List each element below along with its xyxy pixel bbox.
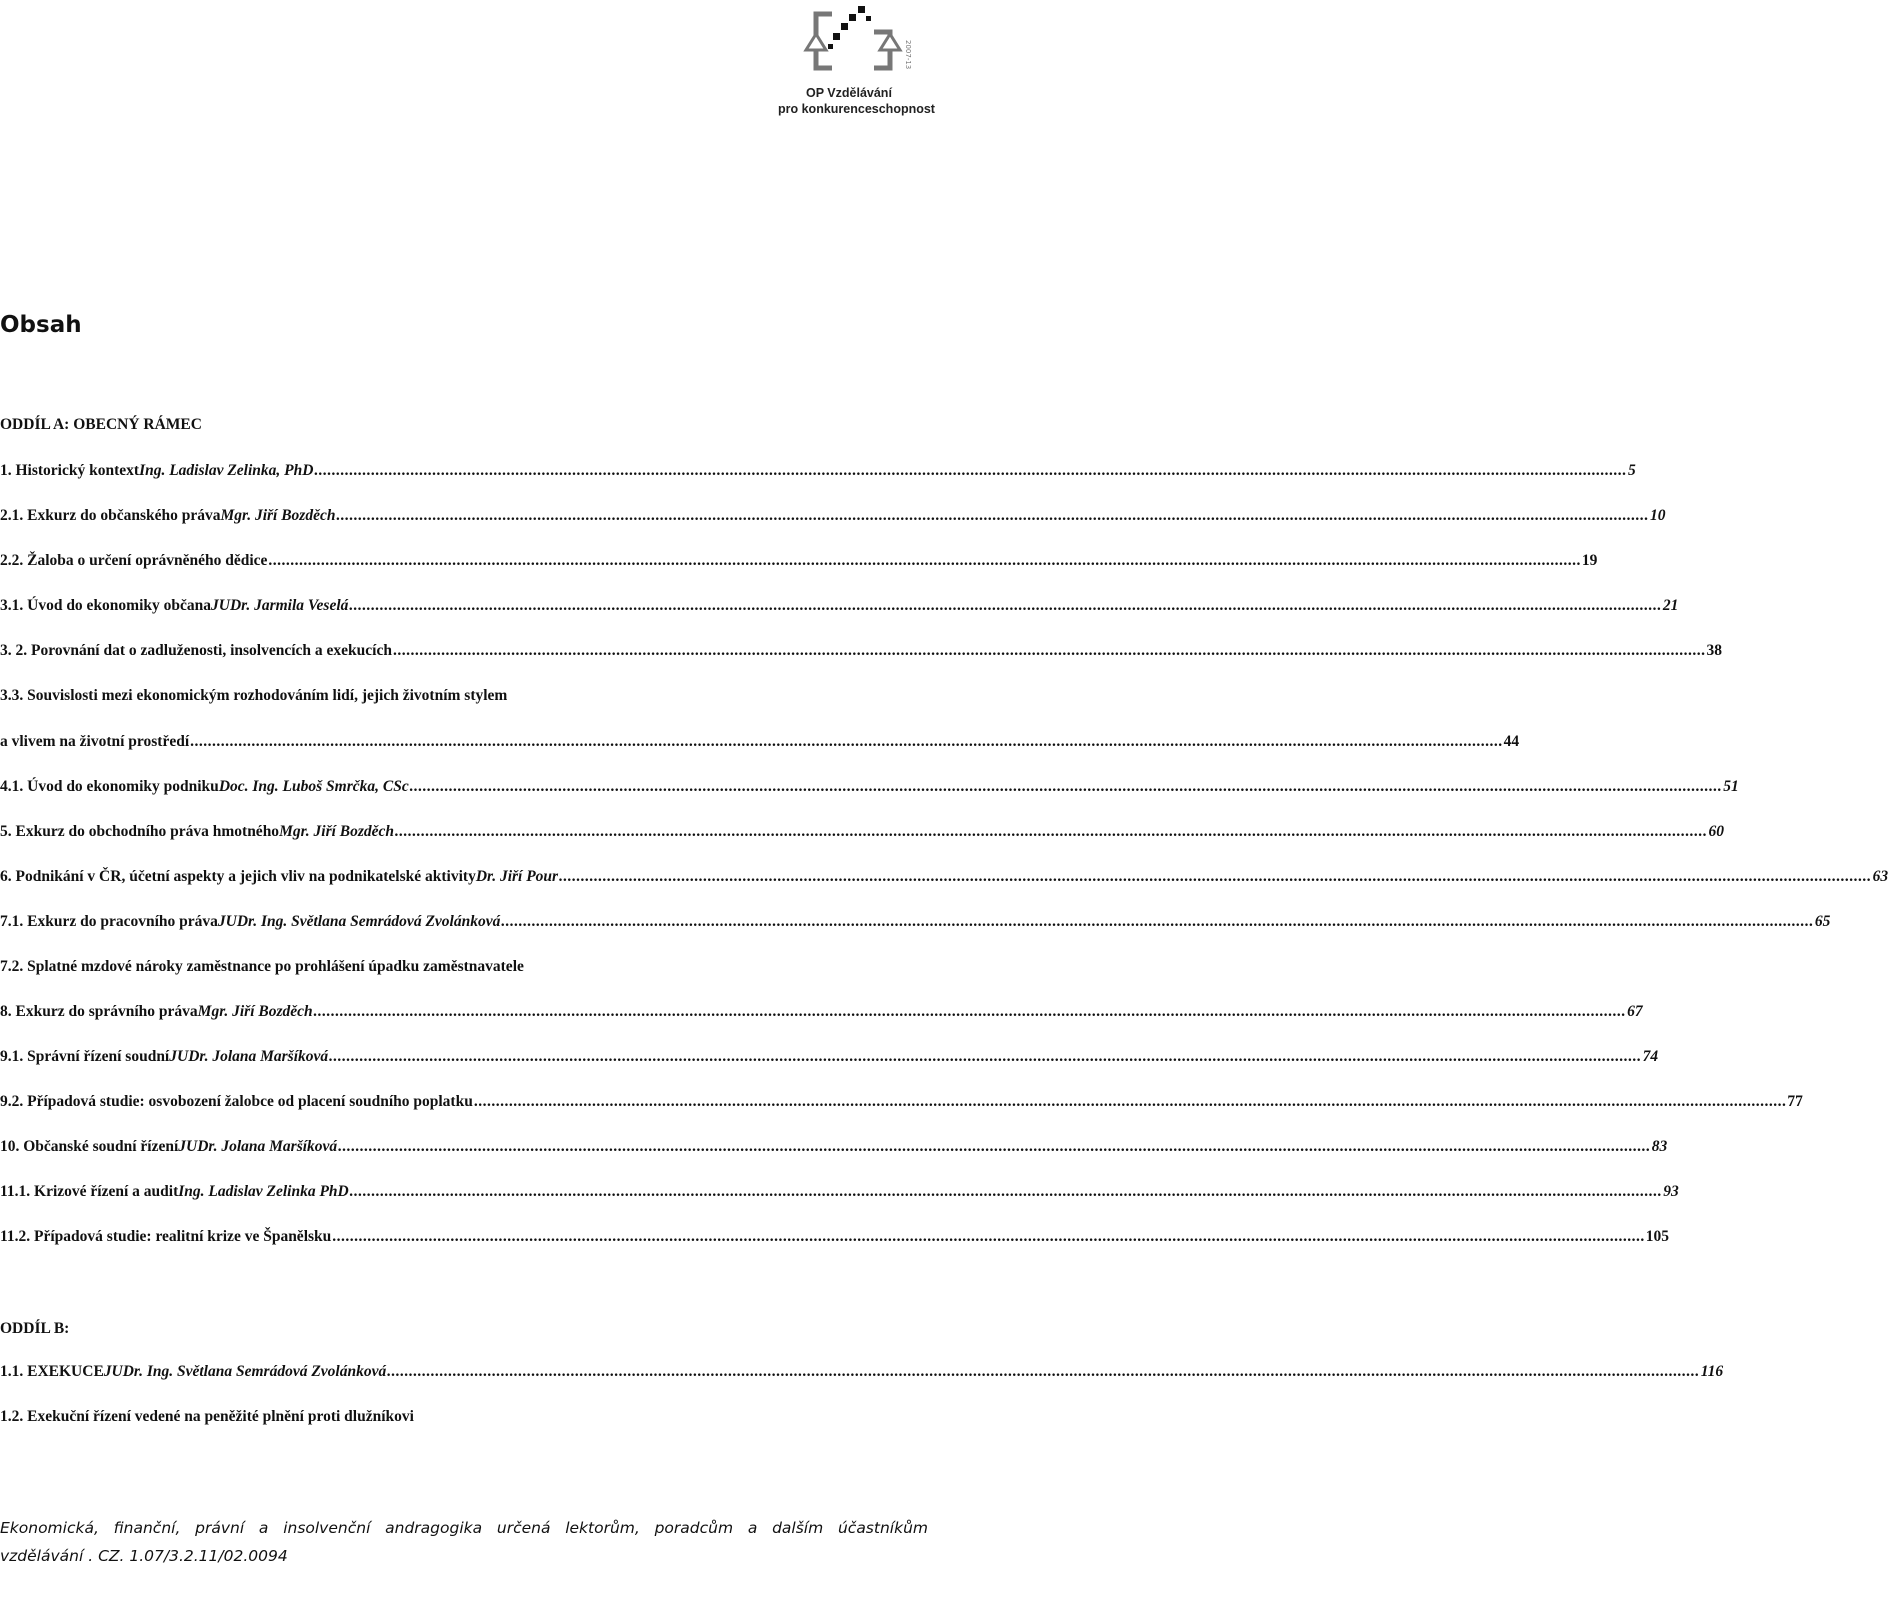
toc-entry[interactable] [0,821,1725,843]
toc-entry[interactable] [0,505,1666,527]
toc-leader-dots: ............................................................................................................................................................................................................................................................................................................ [501,913,1814,930]
toc-page-number: 93 [1663,1183,1679,1200]
op-vzdelavani-logo [770,0,960,125]
toc-entry-title: 1.1. EXEKUCE [0,1363,104,1380]
toc-entry[interactable] [0,1226,1670,1248]
toc-leader-dots: ............................................................................................................................................................................................................................................................................................................ [336,507,1649,524]
toc-page-number: 77 [1787,1093,1803,1110]
toc-entry-author: JUDr. Jolana Maršíková [169,1048,329,1065]
toc-page-number: 21 [1662,597,1679,614]
toc-page-number: 116 [1700,1363,1724,1380]
logo-years: 2007-13 [904,40,912,70]
toc-entry[interactable] [0,776,1739,798]
toc-entry[interactable] [0,911,1831,933]
toc-entry[interactable] [0,866,1888,888]
toc-entry-title: 7.1. Exkurz do pracovního práva [0,913,218,930]
toc-entry-author: Ing. Ladislav Zelinka PhD [178,1183,349,1200]
page-title: Obsah [0,312,82,338]
toc-page-number: 38 [1706,642,1722,659]
toc-entry-author: Doc. Ing. Luboš Smrčka, CSc [218,778,409,795]
toc-entry-title: 6. Podnikání v ČR, účetní aspekty a jejich vliv na podnikatelské aktivity [0,868,476,885]
toc-entry-title: 4.1. Úvod do ekonomiky podniku [0,778,219,795]
logo-line-1: OP Vzdělávání [806,86,892,100]
toc-leader-dots: ............................................................................................................................................................................................................................................................................................................ [314,462,1627,479]
toc-leader-dots: ............................................................................................................................................................................................................................................................................................................ [392,642,1706,659]
toc-entry[interactable] [0,1136,1668,1158]
toc-entry-title: 7.2. Splatné mzdové nároky zaměstnance po prohlášení úpadku zaměstnavatele [0,958,524,975]
toc-entry[interactable] [0,1181,1679,1203]
toc-page-number: 63 [1872,868,1888,885]
toc-leader-dots: ............................................................................................................................................................................................................................................................................................................ [395,823,1708,840]
toc-entry-title: 1.2. Exekuční řízení vedené na peněžité plnění proti dlužníkovi [0,1408,414,1425]
toc-entry-author: JUDr. Jolana Maršíková [178,1138,338,1155]
toc-entry[interactable] [0,685,507,707]
toc-entry[interactable] [0,1091,1803,1113]
toc-page-number: 19 [1581,552,1598,569]
logo-graphic [802,4,912,84]
toc-leader-dots: ............................................................................................................................................................................................................................................................................................................ [387,1363,1700,1380]
toc-entry-author: Ing. Ladislav Zelinka, PhD [139,462,314,479]
toc-leader-dots: ............................................................................................................................................................................................................................................................................................................ [349,1183,1663,1200]
toc-entry-author: Mgr. Jiří Bozděch [197,1003,313,1020]
footer-line-2: vzdělávání . CZ. 1.07/3.2.11/02.0094 [0,1547,288,1565]
toc-entry[interactable] [0,550,1598,572]
toc-page-number: 83 [1651,1138,1668,1155]
toc-entry-title: 3.3. Souvislosti mezi ekonomickým rozhodováním lidí, jejich životním stylem [0,687,508,704]
toc-entry-title: 3.1. Úvod do ekonomiky občana [0,597,212,614]
toc-entry-author: JUDr. Jarmila Veselá [211,597,349,614]
toc-entry-author: Dr. Jiří Pour [475,868,559,885]
toc-leader-dots: ............................................................................................................................................................................................................................................................................................................ [332,1228,1645,1245]
toc-entry-title: 3. 2. Porovnání dat o zadluženosti, insolvencích a exekucích [0,642,392,659]
toc-leader-dots: ............................................................................................................................................................................................................................................................................................................ [190,733,1503,750]
toc-entry[interactable] [0,595,1679,617]
footer-line-1: Ekonomická, finanční, právní a insolvenční andragogika určená lektorům, poradcům a dalším účastníkům [0,1519,928,1537]
toc-leader-dots: ............................................................................................................................................................................................................................................................................................................ [338,1138,1651,1155]
toc-page-number: 67 [1627,1003,1643,1020]
toc-entry-title: 5. Exkurz do obchodního práva hmotného [0,823,280,840]
toc-entry-title: 2.2. Žaloba o určení oprávněného dědice [0,552,268,569]
toc-page-number: 10 [1649,507,1666,524]
toc-entry-title: 11.1. Krizové řízení a audit [0,1183,179,1200]
toc-entry[interactable] [0,1001,1643,1023]
toc-leader-dots: ............................................................................................................................................................................................................................................................................................................ [313,1003,1627,1020]
toc-page-number: 5 [1627,462,1636,479]
toc-leader-dots: ............................................................................................................................................................................................................................................................................................................ [268,552,1581,569]
toc-entry-title: ODDÍL B: [0,1320,70,1337]
toc-entry[interactable] [0,1406,414,1428]
toc-entry-title: 10. Občanské soudní řízení [0,1138,179,1155]
toc-entry-title: 1. Historický kontext [0,462,140,479]
toc-page-number: 105 [1645,1228,1670,1245]
toc-entry-title: 2.1. Exkurz do občanského práva [0,507,221,524]
toc-entry-title: 11.2. Případová studie: realitní krize ve Španělsku [0,1228,332,1245]
toc-leader-dots: ............................................................................................................................................................................................................................................................................................................ [473,1093,1787,1110]
toc-entry-author: JUDr. Ing. Světlana Semrádová Zvolánková [103,1363,387,1380]
toc-leader-dots: ............................................................................................................................................................................................................................................................................................................ [559,868,1872,885]
toc-entry[interactable] [0,640,1722,662]
toc-leader-dots: ............................................................................................................................................................................................................................................................................................................ [349,597,1662,614]
toc-entry-author: JUDr. Ing. Světlana Semrádová Zvolánková [217,913,501,930]
toc-page-number: 44 [1503,733,1520,750]
toc-entry[interactable] [0,1318,69,1340]
toc-leader-dots: ............................................................................................................................................................................................................................................................................................................ [409,778,1723,795]
toc-leader-dots: ............................................................................................................................................................................................................................................................................................................ [329,1048,1642,1065]
toc-entry[interactable] [0,460,1636,482]
toc-entry-author: Mgr. Jiří Bozděch [279,823,395,840]
toc-page-number: 51 [1723,778,1739,795]
toc-page-number: 65 [1814,913,1831,930]
toc-entry-author: Mgr. Jiří Bozděch [220,507,336,524]
toc-entry[interactable] [0,956,524,978]
toc-entry[interactable] [0,1361,1724,1383]
toc-entry[interactable] [0,731,1520,753]
logo-line-2: pro konkurenceschopnost [778,102,935,116]
toc-page-number: 74 [1642,1048,1659,1065]
toc-entry-title: 8. Exkurz do správního práva [0,1003,198,1020]
toc-page-number: 60 [1708,823,1725,840]
toc-entry[interactable] [0,1046,1659,1068]
toc-entry-title: 9.1. Správní řízení soudní [0,1048,170,1065]
toc-entry-title: a vlivem na životní prostředí [0,733,190,750]
toc-entry-title: 9.2. Případová studie: osvobození žalobce od placení soudního poplatku [0,1093,473,1110]
toc-entry-title: ODDÍL A: OBECNÝ RÁMEC [0,416,202,433]
toc-entry[interactable] [0,414,202,436]
